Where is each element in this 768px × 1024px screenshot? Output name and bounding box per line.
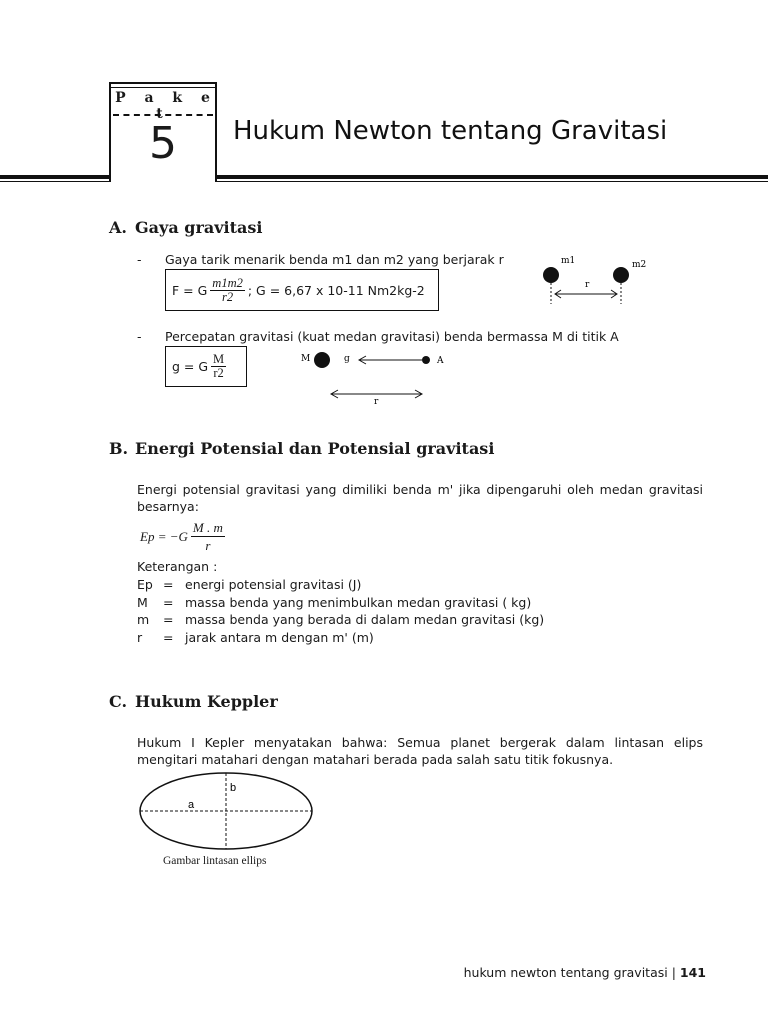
def-equals: = [163,629,174,645]
page-footer [464,965,706,980]
section-c-paragraph-line2: mengitari matahari dengan matahari berada pada salah satu titik fokusnya. [137,752,614,767]
page-number: 141 [679,965,706,980]
definition-row [137,629,544,647]
formula-2-fraction [211,353,226,380]
figure-gravity-field [295,345,445,405]
figure-two-masses [535,252,655,307]
section-b-title: Energi Potensial dan Potensial gravitasi [135,439,495,458]
item-2-text: Percepatan gravitasi (kuat medan gravitasi) benda bermassa M di titik A [165,329,619,344]
item-1-text: Gaya tarik menarik benda m1 dan m2 yang berjarak r [165,252,504,267]
section-c-paragraph-line1: Hukum I Kepler menyatakan bahwa: Semua planet bergerak dalam lintasan elips [137,735,703,750]
def-equals: = [163,612,174,627]
definition-row [137,576,544,594]
section-a-title: Gaya gravitasi [135,218,263,237]
potential-energy-formula [140,519,228,554]
definition-list [137,576,544,646]
formula-2-lhs: g = G [172,359,209,374]
formula-2-box [165,346,247,387]
formula-1-numerator: m1m2 [212,275,243,290]
pe-formula-denominator: r [205,538,211,553]
def-description: energi potensial gravitasi (J) [185,577,362,592]
fig1-r-label: r [585,280,590,290]
section-a-heading [109,218,262,237]
fig2-M-label: M [301,354,311,364]
keterangan-title: Keterangan : [137,559,218,574]
formula-1-fraction [210,277,245,304]
pe-formula-fraction [191,519,225,554]
definition-row [137,594,544,612]
pe-formula-numerator: M . m [192,520,223,535]
chapter-title: Hukum Newton tentang Gravitasi [233,116,668,146]
fig2-r-label: r [374,397,379,405]
formula-1-denominator: r2 [222,289,234,304]
ellipse-caption: Gambar lintasan ellips [163,855,267,867]
formula-1-box [165,269,439,311]
pe-formula-lhs: Ep = −G [140,528,188,544]
section-b-paragraph-line1: Energi potensial gravitasi yang dimiliki benda m' jika dipengaruhi oleh medan gravitasi [137,482,703,497]
paket-dashed-divider [113,114,213,116]
bullet-1: - [137,252,142,267]
def-description: massa benda yang menimbulkan medan gravitasi ( kg) [185,594,532,610]
bullet-2: - [137,329,142,344]
section-b-paragraph-line2: besarnya: [137,499,199,514]
def-symbol: m [137,612,150,627]
def-symbol: Ep [137,577,153,592]
def-equals: = [163,594,174,610]
formula-2-denominator: r2 [213,366,224,380]
paket-label: P a k e t [115,90,217,122]
footer-running-title: hukum newton tentang gravitasi [463,965,668,980]
definition-row [137,611,544,629]
def-equals: = [163,577,174,592]
def-description: jarak antara m dengan m' (m) [185,629,374,645]
semi-major-a-label: a [188,799,195,811]
formula-2-numerator: M [213,352,225,366]
def-symbol: r [137,629,143,645]
fig2-g-label: g [344,354,350,364]
mass-m2-dot [613,267,629,283]
paket-box-top-line [109,87,217,88]
formula-1-rhs: ; G = 6,67 x 10-11 Nm2kg-2 [247,282,425,298]
section-b-letter: B. [109,439,129,458]
semi-minor-b-label: b [230,782,237,794]
mass-M-dot [314,352,330,368]
formula-1-lhs: F = G [172,282,208,298]
section-c-letter: C. [109,692,128,711]
footer-separator: | [671,965,676,980]
paket-number: 5 [149,118,177,169]
ellipse-orbit-figure [135,768,320,854]
section-b-heading [109,439,494,458]
section-c-title: Hukum Keppler [135,692,278,711]
fig1-m1-label: m1 [561,256,576,266]
fig2-A-label: A [437,356,444,366]
section-c-heading [109,692,278,711]
section-a-letter: A. [109,218,127,237]
def-description: massa benda yang berada di dalam medan gravitasi (kg) [185,612,545,627]
mass-m1-dot [543,267,559,283]
fig1-m2-label: m2 [632,260,647,270]
point-A-dot [422,356,430,364]
def-symbol: M [137,594,148,610]
